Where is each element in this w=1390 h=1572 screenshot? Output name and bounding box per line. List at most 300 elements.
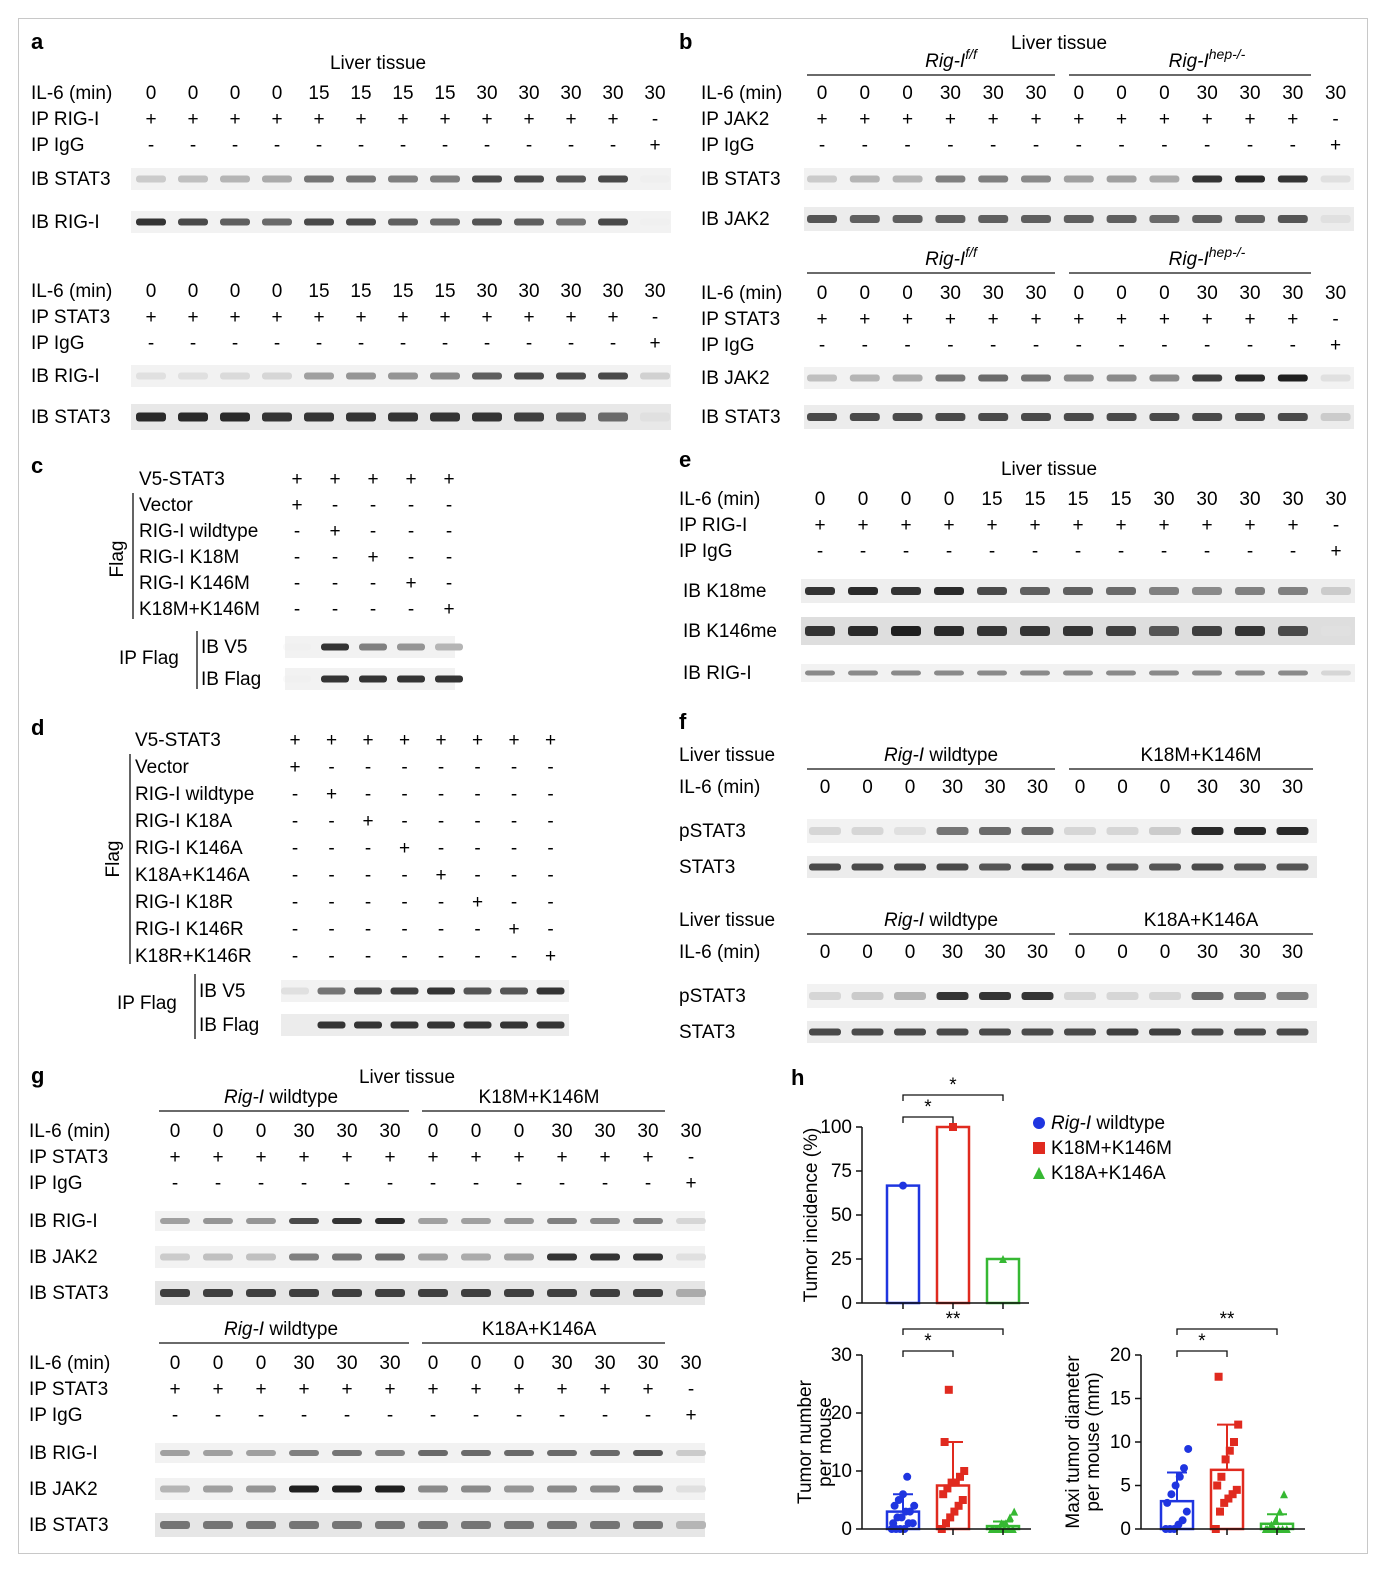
blot-band [388,413,418,422]
row-value: 30 [1196,777,1219,798]
blot-band [1234,1029,1266,1036]
row-value: - [357,135,365,156]
row-value: - [407,521,415,542]
row-value: - [474,757,481,778]
row-value: 0 [902,283,913,304]
row-value: - [510,811,518,832]
blot-band [934,626,964,636]
group-label-italic: Rig-I [925,51,966,72]
row-value: - [904,335,911,356]
data-point [1217,1473,1225,1481]
row-value: 30 [984,942,1006,963]
blot-band [1107,413,1137,421]
blot-band [160,1218,190,1224]
row-value: + [1116,109,1128,130]
row-value: - [328,838,335,859]
row-value: 0 [255,1121,267,1142]
row-value: - [407,547,415,568]
legend-entry [1051,1163,1166,1184]
row-value: 30 [379,1353,401,1374]
row-value: - [1074,541,1082,562]
blot-band [891,626,921,636]
significance-label: ** [1219,1309,1235,1330]
row-value: 30 [602,83,624,104]
blot-band [598,373,628,380]
blot-band [281,1022,309,1029]
band-label: IB STAT3 [701,169,781,190]
y-tick-label: 10 [830,1461,852,1482]
blot-band [937,1029,969,1036]
blot-band [283,644,311,651]
row-label: IL-6 (min) [679,942,761,963]
blot-band [1234,827,1266,835]
row-value: + [362,811,374,832]
row-value: 30 [379,1121,401,1142]
row-value: + [814,515,826,536]
blot-band [472,176,502,183]
row-value: - [687,1147,695,1168]
tissue-label: Liver tissue [679,745,776,766]
data-point [1230,1438,1238,1446]
y-axis-label: Tumor incidence (%) [801,1127,822,1303]
row-value: 15 [1067,489,1089,510]
row-value: 0 [1073,83,1085,104]
row-value: - [291,919,299,940]
row-value: - [399,135,407,156]
row-value: - [547,865,554,886]
row-value: + [1158,309,1170,330]
row-label: IP IgG [679,541,733,562]
row-value: + [859,309,871,330]
blot-band [346,176,376,183]
band-label: IB RIG-I [31,212,100,233]
blot-band [430,219,460,226]
blot-band [1192,626,1222,636]
blot-band [852,992,884,1000]
row-value: + [271,109,283,130]
row-label: RIG-I K146M [139,573,250,594]
blot-band [1149,375,1179,382]
blot-band [375,1486,405,1493]
row-value: - [441,135,449,156]
row-value: 15 [308,281,330,302]
row-value: - [291,946,299,967]
group-label [1169,46,1246,72]
row-value: - [510,946,518,967]
blot-band [893,215,923,223]
group-label [884,910,998,931]
row-value: - [315,135,323,156]
row-value: - [369,573,377,594]
legend-text: wildtype [1091,1113,1166,1134]
row-value: - [331,599,339,620]
row-value: 0 [857,489,869,510]
row-value: 15 [981,489,1003,510]
row-value: - [1289,335,1296,356]
blot-band [935,375,965,382]
tissue-label: Liver tissue [679,910,776,931]
panel-letter-h: h [791,1065,805,1090]
blot-band [676,1521,706,1529]
row-value: - [861,335,868,356]
blot-band [178,413,208,422]
blot-band [1149,827,1181,835]
blot-band [556,219,586,226]
band-label: IB Flag [199,1015,260,1036]
blot-band [461,1450,491,1456]
band-label: IB JAK2 [29,1479,98,1500]
row-value: + [481,307,493,328]
row-value: - [257,1405,265,1426]
row-label: IL-6 (min) [679,489,761,510]
blot-band [203,1521,233,1529]
row-value: + [291,469,303,490]
blot-band [547,1289,577,1297]
band-label: STAT3 [679,857,736,878]
blot-band [937,992,969,1000]
row-value: - [1332,109,1339,130]
row-value: - [401,811,408,832]
row-value: - [904,135,911,156]
row-value: + [1073,109,1085,130]
row-value: - [437,811,445,832]
row-value: + [481,109,493,130]
y-tick-label: 20 [1109,1345,1131,1366]
blot-band [1064,413,1094,421]
row-value: 0 [470,1121,482,1142]
blot-band [388,176,418,183]
row-value: - [331,573,339,594]
blot-band [809,1029,841,1036]
blot-band [246,1254,276,1261]
data-point [941,1438,949,1446]
row-value: - [364,757,372,778]
row-value: - [547,892,554,913]
row-value: 30 [1239,489,1261,510]
blot-band [1149,992,1181,1000]
row-label: K18A+K146A [135,865,250,886]
band-label: IB RIG-I [29,1211,98,1232]
blot-band [461,1289,491,1297]
row-value: + [544,946,557,967]
blot-band [850,176,880,183]
blot-band [504,1218,534,1224]
data-point [1033,1167,1045,1179]
row-value: 0 [513,1121,525,1142]
row-value: + [169,1147,181,1168]
data-point [1226,1447,1234,1455]
y-tick-label: 75 [830,1161,852,1182]
row-value: - [510,784,518,805]
blot-band [547,1218,577,1224]
blot-band [461,1486,491,1493]
row-value: 0 [187,281,199,302]
blot-band [1277,864,1309,871]
legend-text: K18M+K146M [1051,1138,1172,1159]
row-value: - [644,1173,652,1194]
blot-band [1064,827,1096,835]
blot-band [203,1254,233,1261]
blot-band [633,1450,663,1456]
row-value: - [483,135,491,156]
row-value: + [435,865,447,886]
row-label: IP IgG [31,333,85,354]
blot-band [1022,827,1054,835]
blot-band [1063,626,1093,636]
blot-band [894,827,926,835]
blot-band [388,219,418,226]
row-value: 30 [637,1353,659,1374]
row-value: - [558,1405,566,1426]
row-value: 0 [271,83,283,104]
row-value: + [439,307,451,328]
row-value: - [231,135,239,156]
blot-band [246,1486,276,1493]
blot-band [1149,176,1179,183]
panel-letter-b: b [679,29,693,54]
row-value: 30 [982,283,1004,304]
band-label: IB RIG-I [29,1443,98,1464]
blot-band [1192,176,1222,183]
row-value: + [642,1147,654,1168]
row-value: + [1244,309,1256,330]
row-value: + [1072,515,1084,536]
row-value: - [609,333,617,354]
row-value: 0 [1074,777,1086,798]
row-value: 30 [1282,489,1304,510]
row-value: - [401,784,408,805]
blot-band [850,215,880,223]
row-value: + [169,1379,181,1400]
blot-band [977,587,1007,595]
ipflag-label: IP Flag [119,648,179,669]
row-value: - [291,838,299,859]
row-label: IP JAK2 [701,109,770,130]
row-value: - [357,333,365,354]
blot-band [375,1218,405,1224]
row-value: + [1158,515,1170,536]
row-value: + [1115,515,1127,536]
row-value: - [437,838,445,859]
blot-band [318,1022,346,1029]
row-value: + [508,919,520,940]
row-label: IL-6 (min) [701,83,783,104]
row-value: 30 [1282,83,1304,104]
row-value: 30 [336,1353,358,1374]
row-value: 0 [470,1353,482,1374]
y-tick-label: 0 [841,1519,852,1540]
row-value: - [401,757,408,778]
row-value: + [508,730,520,751]
blot-band [304,176,334,183]
row-value: 30 [476,83,498,104]
blot-band [136,373,166,380]
blot-band [1107,1029,1139,1036]
blot-band [472,373,502,380]
blot-band [893,413,923,421]
panel-letter-a: a [31,29,44,54]
row-value: + [289,757,301,778]
blot-band [203,1450,233,1456]
blot-band [430,176,460,183]
row-label: Vector [135,757,189,778]
row-value: + [355,307,367,328]
row-value: 30 [644,281,666,302]
blot-band [852,864,884,871]
row-value: 0 [814,489,826,510]
row-value: 30 [594,1353,616,1374]
blot-band [427,1022,455,1029]
row-value: - [364,784,372,805]
blot-band [375,1289,405,1297]
row-value: - [437,757,445,778]
row-label: Vector [139,495,193,516]
blot-band [1278,587,1308,595]
group-label-italic: Rig-I [883,910,925,931]
band-label: IB V5 [199,981,246,1002]
flag-label: Flag [103,840,124,878]
blot-band [504,1254,534,1261]
data-point [1176,1473,1184,1481]
blot-band [852,1029,884,1036]
blot-band [321,644,349,651]
row-value: + [405,573,417,594]
row-value: 0 [1117,942,1128,963]
row-value: - [1332,309,1339,330]
blot-band [590,1521,620,1529]
row-value: + [685,1405,697,1426]
row-value: - [331,547,339,568]
row-value: - [567,333,575,354]
row-value: - [1246,335,1254,356]
row-value: + [685,1173,697,1194]
row-value: + [398,838,411,859]
blot-band [283,676,311,683]
row-value: 0 [859,83,871,104]
row-value: 15 [308,83,330,104]
row-value: + [944,309,956,330]
row-value: + [325,784,338,805]
blot-band [848,587,878,595]
group-label-italic: Rig-I [223,1319,265,1340]
blot-band [934,671,964,676]
row-value: 0 [1116,283,1127,304]
data-point [1163,1499,1171,1507]
blot-band [514,373,544,380]
row-value: - [401,946,408,967]
blot-band [1107,375,1137,382]
blot-band [979,827,1011,835]
blot-band [304,373,334,380]
row-value: - [328,946,335,967]
blot-band [590,1218,620,1224]
blot-band [246,1521,276,1529]
row-label: RIG-I K18A [135,811,233,832]
blot-band [809,864,841,871]
blot-band [500,1022,528,1029]
y-tick-label: 0 [1120,1519,1131,1540]
row-value: + [471,892,484,913]
blot-band [1235,587,1265,595]
row-value: - [369,495,377,516]
row-value: + [313,109,325,130]
row-value: + [427,1379,439,1400]
row-value: + [900,515,912,536]
blot-band [894,992,926,1000]
row-value: + [470,1147,482,1168]
row-value: 0 [1159,942,1171,963]
row-value: 0 [819,942,831,963]
row-value: - [300,1173,308,1194]
row-value: 30 [680,1121,702,1142]
row-value: - [300,1405,308,1426]
row-value: - [644,1405,652,1426]
data-point [1276,1508,1284,1516]
row-value: - [1160,541,1168,562]
row-value: + [397,109,409,130]
row-value: + [943,515,955,536]
group-label: K18M+K146M [478,1087,600,1108]
row-value: 30 [1026,942,1049,963]
blot-band [321,676,349,683]
row-value: - [483,333,491,354]
blot-band [547,1486,577,1493]
blot-band [937,827,969,835]
blot-band [934,587,964,595]
row-value: - [474,784,481,805]
group-label-text: wildtype [264,1319,339,1340]
row-label: IL-6 (min) [31,83,113,104]
blot-band [461,1254,491,1261]
row-value: 30 [1026,777,1049,798]
group-label [925,244,979,270]
band-label: IB JAK2 [701,368,770,389]
group-label-text: wildtype [264,1087,339,1108]
blot-band [935,413,965,421]
row-value: + [1287,109,1299,130]
row-value: + [859,109,871,130]
row-value: - [189,135,197,156]
row-value: - [445,521,453,542]
data-point [1222,1455,1230,1463]
blot-band [1321,671,1351,676]
row-label: RIG-I K146R [135,919,244,940]
data-point [910,1502,918,1510]
row-value: - [1161,135,1168,156]
blot-band [435,676,463,683]
row-value: - [818,135,826,156]
row-value: + [212,1379,224,1400]
row-value: 0 [904,777,916,798]
blot-band [418,1218,448,1224]
row-value: - [547,919,554,940]
blot-band [346,373,376,380]
blot-band [590,1486,620,1493]
blot-band [136,176,166,183]
row-value: 30 [518,281,540,302]
row-value: 0 [862,942,873,963]
row-value: 0 [169,1121,181,1142]
blot-band [1321,626,1351,636]
row-value: + [1201,309,1213,330]
blot-band [1022,1029,1054,1036]
blot-band [633,1486,663,1493]
data-point [899,1490,907,1498]
blot-band [1192,413,1222,421]
blot-band [359,644,387,651]
row-label: IP RIG-I [679,515,748,536]
row-label: IP IgG [701,135,755,156]
